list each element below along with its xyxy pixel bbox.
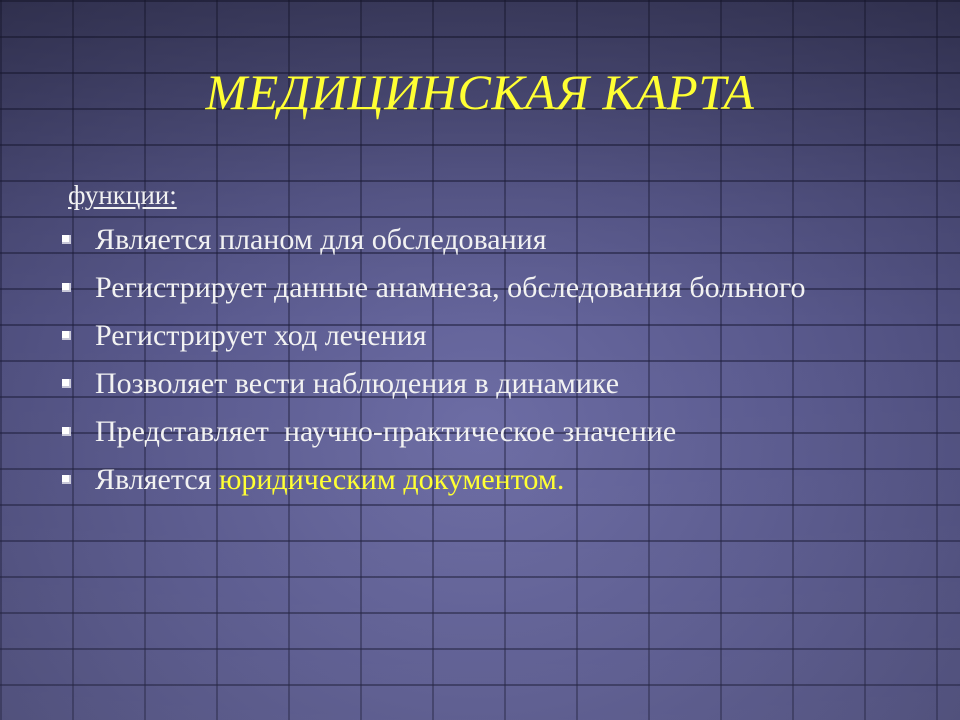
list-item <box>60 462 880 498</box>
square-bullet-icon <box>62 379 71 388</box>
square-bullet-icon <box>62 235 71 244</box>
functions-list <box>60 222 880 510</box>
slide-title: МЕДИЦИНСКАЯ КАРТА <box>205 64 755 120</box>
list-item <box>60 414 880 450</box>
square-bullet-icon <box>62 283 71 292</box>
list-item-text: Является <box>95 463 219 496</box>
list-item <box>60 366 880 402</box>
list-item <box>60 318 880 354</box>
list-item-text: Является планом для обследования <box>95 223 547 256</box>
list-item-text: Представляет научно-практическое значение <box>95 415 677 448</box>
square-bullet-icon <box>62 427 71 436</box>
list-item <box>60 222 880 258</box>
legal-document-highlight: юридическим документом. <box>218 463 565 496</box>
list-item <box>60 270 880 306</box>
list-item-text: Позволяет вести наблюдения в динамике <box>95 367 620 400</box>
list-item-text: Регистрирует данные анамнеза, обследования больного <box>95 271 806 304</box>
square-bullet-icon <box>62 475 71 484</box>
functions-subheading: функции: <box>68 180 177 210</box>
square-bullet-icon <box>62 331 71 340</box>
list-item-text: Регистрирует ход лечения <box>95 319 427 352</box>
